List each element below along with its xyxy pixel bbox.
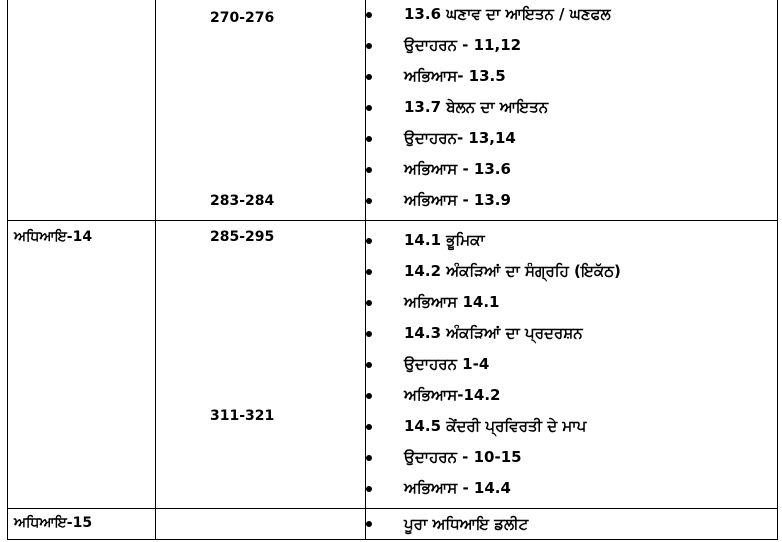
list-item <box>366 318 777 349</box>
topic-text: ਉਦਾਹਰਨ - 10-15 <box>404 448 522 466</box>
topic-text: ਉਦਾਹਰਨ 1-4 <box>404 355 490 373</box>
bullet-icon <box>366 12 372 18</box>
bullet-icon <box>366 74 372 80</box>
topic-text: ਅਭਿਆਸ - 13.9 <box>404 191 511 209</box>
topic-text: ਅਭਿਆਸ - 14.4 <box>404 479 511 497</box>
chapter-label: ਅਧਿਆਇ-14 <box>14 229 93 245</box>
list-item <box>366 185 777 216</box>
bullet-icon <box>366 238 372 244</box>
bullet-icon <box>366 136 372 142</box>
page-range: 283-284 <box>210 193 275 209</box>
bullet-icon <box>366 43 372 49</box>
list-item <box>366 509 777 539</box>
bullet-icon <box>366 300 372 306</box>
chapter-label: ਅਧਿਆਇ-15 <box>14 515 93 531</box>
list-item <box>366 349 777 380</box>
list-item <box>366 92 777 123</box>
topic-list <box>366 509 777 539</box>
topic-text: ਅਭਿਆਸ - 13.6 <box>404 160 511 178</box>
topic-text: ਉਦਾਹਰਨ - 11,12 <box>404 36 522 54</box>
pages-cell <box>156 221 366 509</box>
topic-text: 14.5 ਕੇਂਦਰੀ ਪ੍ਰਵਿਰਤੀ ਦੇ ਮਾਪ <box>404 417 587 435</box>
topic-text: 13.6 ਘਣਾਵ ਦਾ ਆਇਤਨ / ਘਣਫਲ <box>404 5 611 23</box>
bullet-icon <box>366 331 372 337</box>
list-item <box>366 256 777 287</box>
topic-list <box>366 221 777 508</box>
bullet-icon <box>366 269 372 275</box>
bullet-icon <box>366 393 372 399</box>
topics-cell <box>366 509 778 540</box>
topics-cell <box>366 221 778 509</box>
syllabus-table <box>7 0 778 540</box>
table-row <box>8 509 778 540</box>
page-range: 285-295 <box>210 229 275 245</box>
topics-cell <box>366 0 778 221</box>
bullet-icon <box>366 486 372 492</box>
topic-text: ਅਭਿਆਸ-14.2 <box>404 386 501 404</box>
page-range: 311-321 <box>210 408 275 424</box>
chapter-cell <box>8 221 156 509</box>
list-item <box>366 61 777 92</box>
list-item <box>366 473 777 504</box>
bullet-icon <box>366 167 372 173</box>
bullet-icon <box>366 455 372 461</box>
bullet-icon <box>366 362 372 368</box>
chapter-cell <box>8 509 156 540</box>
topic-text: 14.1 ਭੂਮਿਕਾ <box>404 231 485 249</box>
bullet-icon <box>366 198 372 204</box>
bullet-icon <box>366 105 372 111</box>
table-row <box>8 221 778 509</box>
list-item <box>366 411 777 442</box>
table-row <box>8 0 778 221</box>
topic-list <box>366 0 777 220</box>
chapter-cell <box>8 0 156 221</box>
topic-text: ਅਭਿਆਸ 14.1 <box>404 293 500 311</box>
topic-text: 14.2 ਅੰਕੜਿਆਂ ਦਾ ਸੰਗ੍ਰਹਿ (ਇਕੱਠ) <box>404 262 621 280</box>
list-item <box>366 287 777 318</box>
bullet-icon <box>366 521 372 527</box>
list-item <box>366 0 777 30</box>
list-item <box>366 225 777 256</box>
bullet-icon <box>366 424 372 430</box>
list-item <box>366 123 777 154</box>
pages-cell <box>156 0 366 221</box>
pages-cell <box>156 509 366 540</box>
list-item <box>366 442 777 473</box>
list-item <box>366 154 777 185</box>
topic-text: ਉਦਾਹਰਨ- 13,14 <box>404 129 516 147</box>
topic-text: 14.3 ਅੰਕੜਿਆਂ ਦਾ ਪ੍ਰਦਰਸ਼ਨ <box>404 324 583 342</box>
list-item <box>366 380 777 411</box>
list-item <box>366 30 777 61</box>
topic-text: ਪੂਰਾ ਅਧਿਆਇ ਡਲੀਟ <box>404 515 529 533</box>
chapter-label <box>8 0 155 7</box>
page-range: 270-276 <box>210 10 275 26</box>
topic-text: ਅਭਿਆਸ- 13.5 <box>404 67 506 85</box>
topic-text: 13.7 ਬੇਲਨ ਦਾ ਆਇਤਨ <box>404 98 549 116</box>
